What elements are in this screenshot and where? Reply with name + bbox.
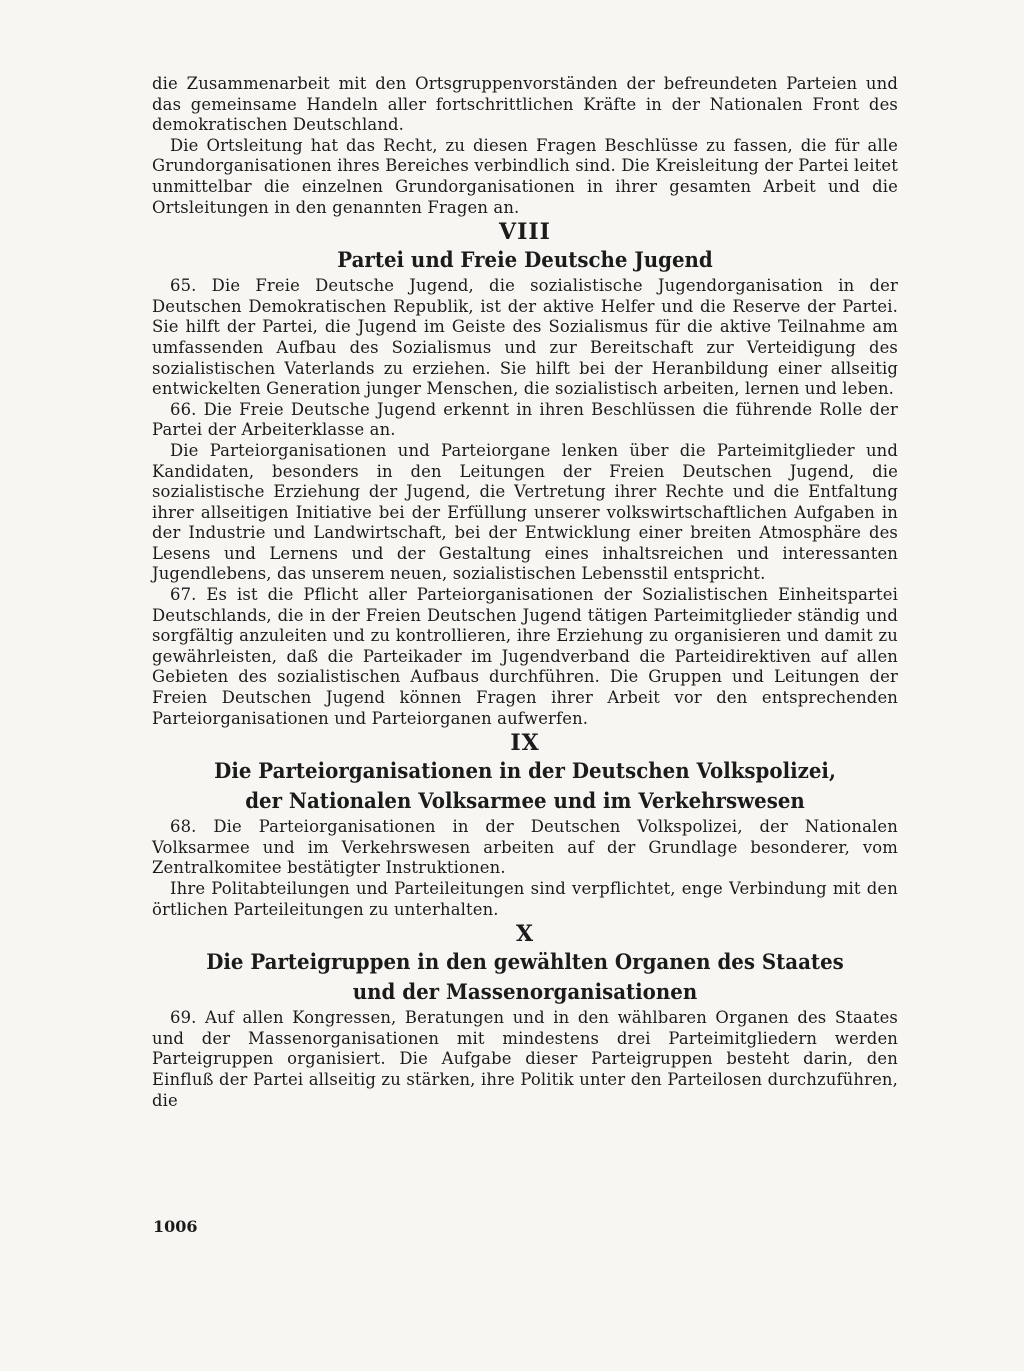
section-ix-title — [182, 757, 868, 817]
page-number: 1006 — [153, 1217, 198, 1236]
paragraph-69: 69. Auf allen Kongressen, Beratungen und in den wählbaren Organen des Staates und der Massenorganisationen mit mindestens drei Parteimitgliedern werden Parteigruppen organisiert. Die Aufgabe dieser Parteigruppen besteht darin, den Einfluß der Partei allseitig zu stärken, ihre Politik unter den Parteilosen durchzuführen, die — [152, 1008, 898, 1110]
section-ix-number: IX — [510, 730, 540, 757]
document-page — [152, 74, 898, 1111]
section-x-number: X — [515, 921, 535, 948]
section-viii-title: Partei und Freie Deutsche Jugend — [337, 248, 713, 274]
paragraph-68: 68. Die Parteiorganisationen in der Deutschen Volkspolizei, der Nationalen Volksarmee und im Verkehrswesen arbeiten auf der Grundlage besonderer, vom Zentralkomitee bestätigter Instruktionen. — [152, 817, 898, 878]
paragraph-68-continued: Ihre Politabteilungen und Parteileitungen sind verpflichtet, enge Verbindung mit den örtlichen Parteileitungen zu unterhalten. — [152, 879, 898, 919]
intro-paragraph-continued: die Zusammenarbeit mit den Ortsgruppenvorständen der befreundeten Parteien und das gemeinsame Handeln aller fortschrittlichen Kräfte in der Nationalen Front des demokratischen Deutschland. — [152, 74, 898, 135]
section-x-title-line1: Die Parteigruppen in den gewählten Organen des Staates — [206, 950, 844, 976]
paragraph-66-continued: Die Parteiorganisationen und Parteiorgane lenken über die Parteimitglieder und Kandidaten, besonders in den Leitungen der Freien Deutschen Jugend, die sozialistische Erziehung der Jugend, die Vertretung ihrer Rechte und die Entfaltung ihrer allseitigen Initiative bei der Erfüllung unserer volkswirtschaftlichen Aufgaben in der Industrie und Landwirtschaft, bei der Entwicklung einer breiten Atmosphäre des Lesens und Lernens und der Gestaltung eines inhaltsreichen und interessanten Jugendlebens, das unserem neuen, sozialistischen Lebensstil entspricht. — [152, 440, 898, 584]
section-ix-title-line2: der Nationalen Volksarmee und im Verkehrswesen — [245, 789, 805, 815]
section-viii-number: VIII — [499, 219, 551, 246]
section-x-title — [182, 948, 868, 1008]
intro-paragraph-ortsleitung: Die Ortsleitung hat das Recht, zu diesen Fragen Beschlüsse zu fassen, die für alle Grundorganisationen ihres Bereiches verbindlich sind. Die Kreisleitung der Partei leitet unmittelbar die einzelnen Grundorganisationen in ihrer gesamten Arbeit und die Ortsleitungen in den genannten Fragen an. — [152, 135, 898, 217]
paragraph-65: 65. Die Freie Deutsche Jugend, die sozialistische Jugendorganisation in der Deutschen Demokratischen Republik, ist der aktive Helfer und die Reserve der Partei. Sie hilft der Partei, die Jugend im Geiste des Sozialismus für die aktive Teilnahme am umfassenden Aufbau des Sozialismus und zur Bereitschaft zur Verteidigung des sozialistischen Vaterlands zu erziehen. Sie hilft bei der Heranbildung einer allseitig entwickelten Generation junger Menschen, die sozialistisch arbeiten, lernen und leben. — [152, 276, 898, 399]
section-x-title-line2: und der Massenorganisationen — [352, 980, 698, 1006]
paragraph-66: 66. Die Freie Deutsche Jugend erkennt in ihren Beschlüssen die führende Rolle der Partei der Arbeiterklasse an. — [152, 399, 898, 440]
paragraph-67: 67. Es ist die Pflicht aller Parteiorganisationen der Sozialistischen Einheitspartei Deutschlands, die in der Freien Deutschen Jugend tätigen Parteimitglieder ständig und sorgfältig anzuleiten und zu kontrollieren, ihre Erziehung zu organisieren und damit zu gewährleisten, daß die Parteikader im Jugendverband die Parteidirektiven auf allen Gebieten des sozialistischen Aufbaus durchführen. Die Gruppen und Leitungen der Freien Deutschen Jugend können Fragen ihrer Arbeit vor den entsprechenden Parteiorganisationen und Parteiorganen aufwerfen. — [152, 585, 898, 728]
section-ix-title-line1: Die Parteiorganisationen in der Deutschen Volkspolizei, — [214, 759, 836, 785]
